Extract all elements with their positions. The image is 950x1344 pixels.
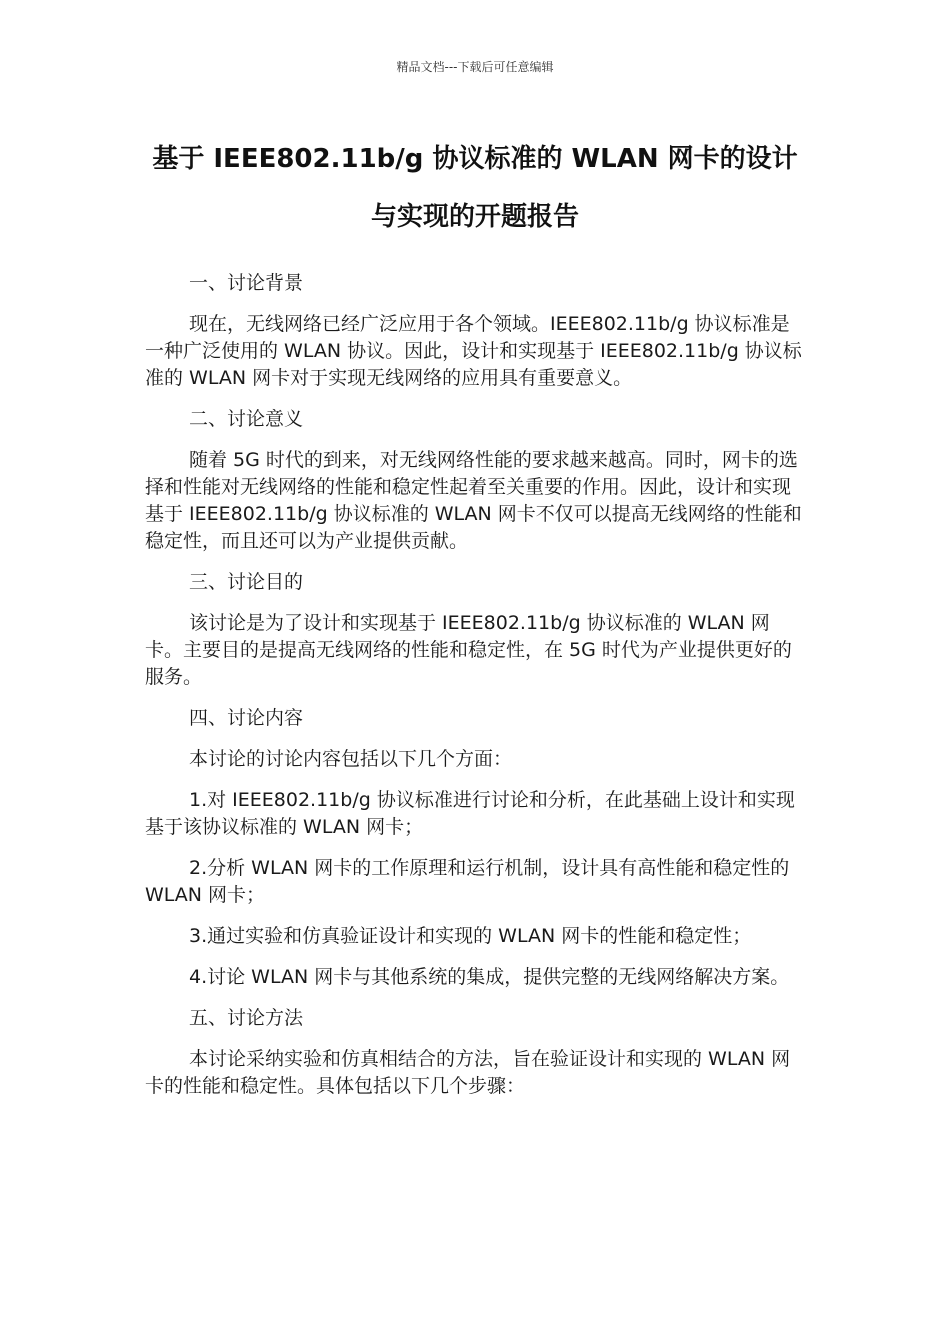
list-item: 3.通过实验和仿真验证设计和实现的 WLAN 网卡的性能和稳定性；: [189, 925, 752, 947]
paragraph-significance: 随着 5G 时代的到来，对无线网络性能的要求越来越高。同时，网卡的选择和性能对无线网络的性能和稳定性起着至关重要的作用。因此，设计和实现基于 IEEE802.11b/g 协议标准的 WLAN 网卡不仅可以提高无线网络的性能和稳定性，而且还可以为产业提供贡献。: [145, 449, 802, 552]
paragraph-content-intro: 本讨论的讨论内容包括以下几个方面：: [189, 748, 513, 770]
list-item: 1.对 IEEE802.11b/g 协议标准进行讨论和分析，在此基础上设计和实现基于该协议标准的 WLAN 网卡；: [145, 789, 795, 838]
section-heading-method: 五、讨论方法: [189, 1007, 304, 1029]
title-line-2: 与实现的开题报告: [370, 202, 579, 232]
list-item: 2.分析 WLAN 网卡的工作原理和运行机制，设计具有高性能和稳定性的 WLAN 网卡；: [145, 857, 790, 906]
section-heading-background: 一、讨论背景: [189, 272, 304, 294]
section-heading-significance: 二、讨论意义: [189, 408, 304, 430]
paragraph-purpose: 该讨论是为了设计和实现基于 IEEE802.11b/g 协议标准的 WLAN 网卡。主要目的是提高无线网络的性能和稳定性，在 5G 时代为产业提供更好的服务。: [145, 612, 792, 688]
section-heading-purpose: 三、讨论目的: [189, 571, 304, 593]
section-heading-content: 四、讨论内容: [189, 707, 304, 729]
document-title: [145, 130, 805, 246]
title-line-1: 基于 IEEE802.11b/g 协议标准的 WLAN 网卡的设计: [152, 144, 798, 174]
header-note: 精品文档---下载后可任意编辑: [396, 60, 554, 74]
list-item: 4.讨论 WLAN 网卡与其他系统的集成，提供完整的无线网络解决方案。: [189, 966, 790, 988]
document-body: [145, 270, 807, 1114]
paragraph-background: 现在，无线网络已经广泛应用于各个领域。IEEE802.11b/g 协议标准是一种广泛使用的 WLAN 协议。因此，设计和实现基于 IEEE802.11b/g 协议标准的 WLAN 网卡对于实现无线网络的应用具有重要意义。: [145, 313, 802, 389]
paragraph-method: 本讨论采纳实验和仿真相结合的方法，旨在验证设计和实现的 WLAN 网卡的性能和稳定性。具体包括以下几个步骤：: [145, 1048, 791, 1097]
